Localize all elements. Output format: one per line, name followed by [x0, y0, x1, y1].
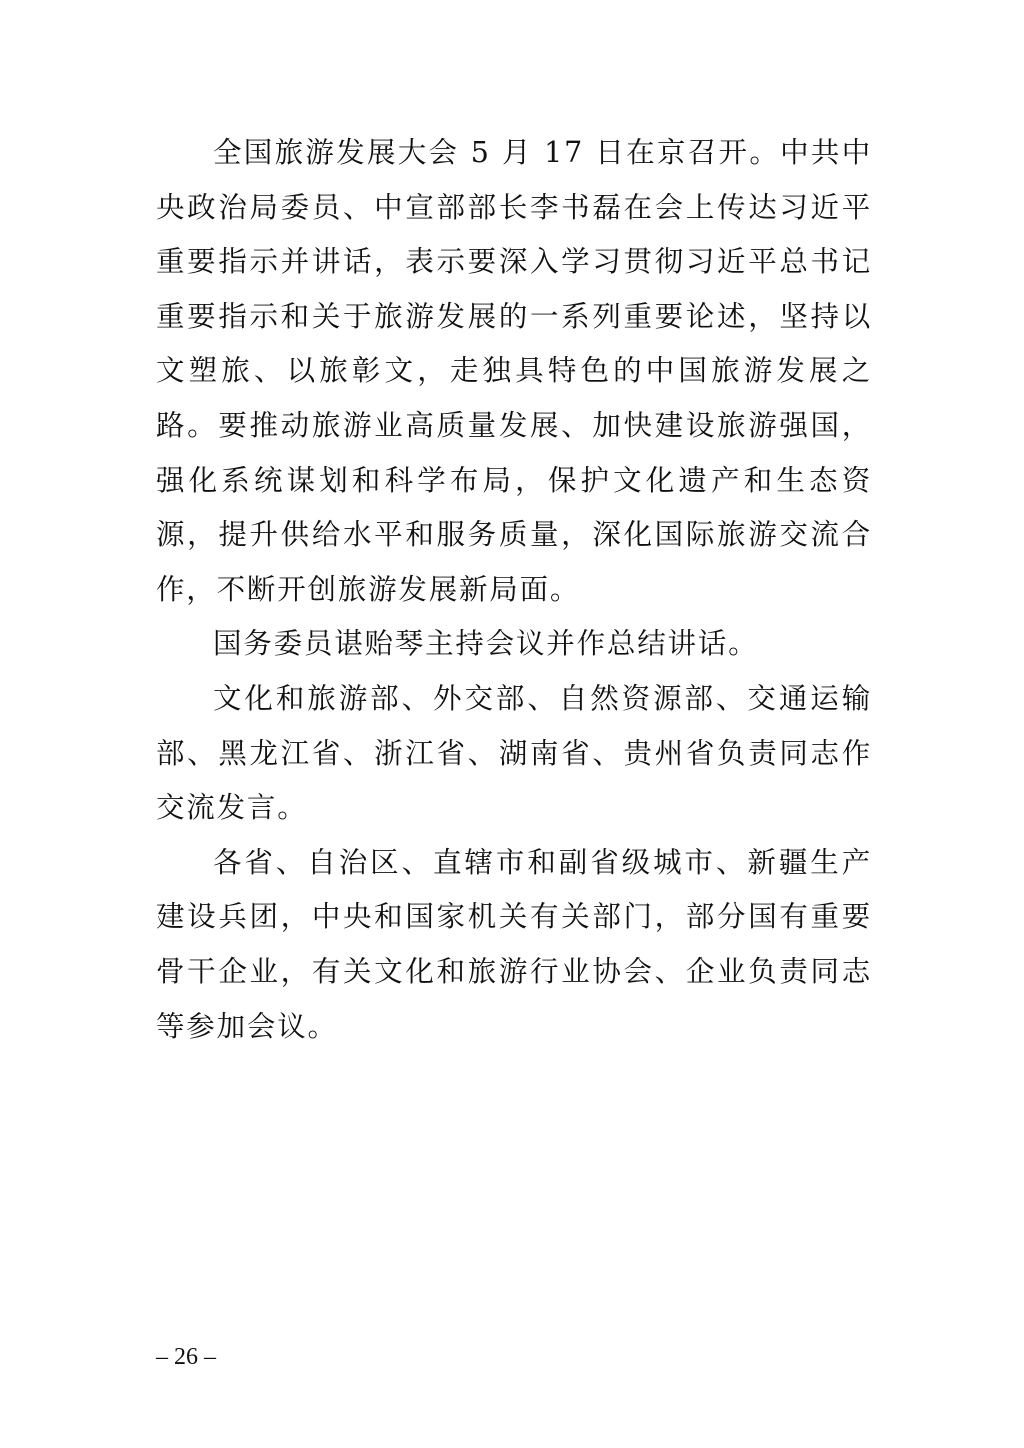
paragraph-host: 国务委员谌贻琴主持会议并作总结讲话。	[213, 627, 759, 661]
document-body	[156, 126, 872, 1054]
paragraph-attendees: 各省、自治区、直辖市和副省级城市、新疆生产建设兵团，中央和国家机关有关部门，部分国有重要骨干企业，有关文化和旅游行业协会、企业负责同志等参加会议。	[156, 845, 872, 1043]
paragraph-speakers: 文化和旅游部、外交部、自然资源部、交通运输部、黑龙江省、浙江省、湖南省、贵州省负责同志作交流发言。	[156, 681, 872, 825]
page-number: – 26 –	[156, 1344, 216, 1370]
paragraph-conference-summary: 全国旅游发展大会 5 月 17 日在京召开。中共中央政治局委员、中宣部部长李书磊在会上传达习近平重要指示并讲话，表示要深入学习贯彻习近平总书记重要指示和关于旅游发展的一系列重要论述，坚持以文塑旅、以旅彰文，走独具特色的中国旅游发展之路。要推动旅游业高质量发展、加快建设旅游强国，强化系统谋划和科学布局，保护文化遗产和生态资源，提升供给水平和服务质量，深化国际旅游交流合作，不断开创旅游发展新局面。	[156, 136, 872, 606]
